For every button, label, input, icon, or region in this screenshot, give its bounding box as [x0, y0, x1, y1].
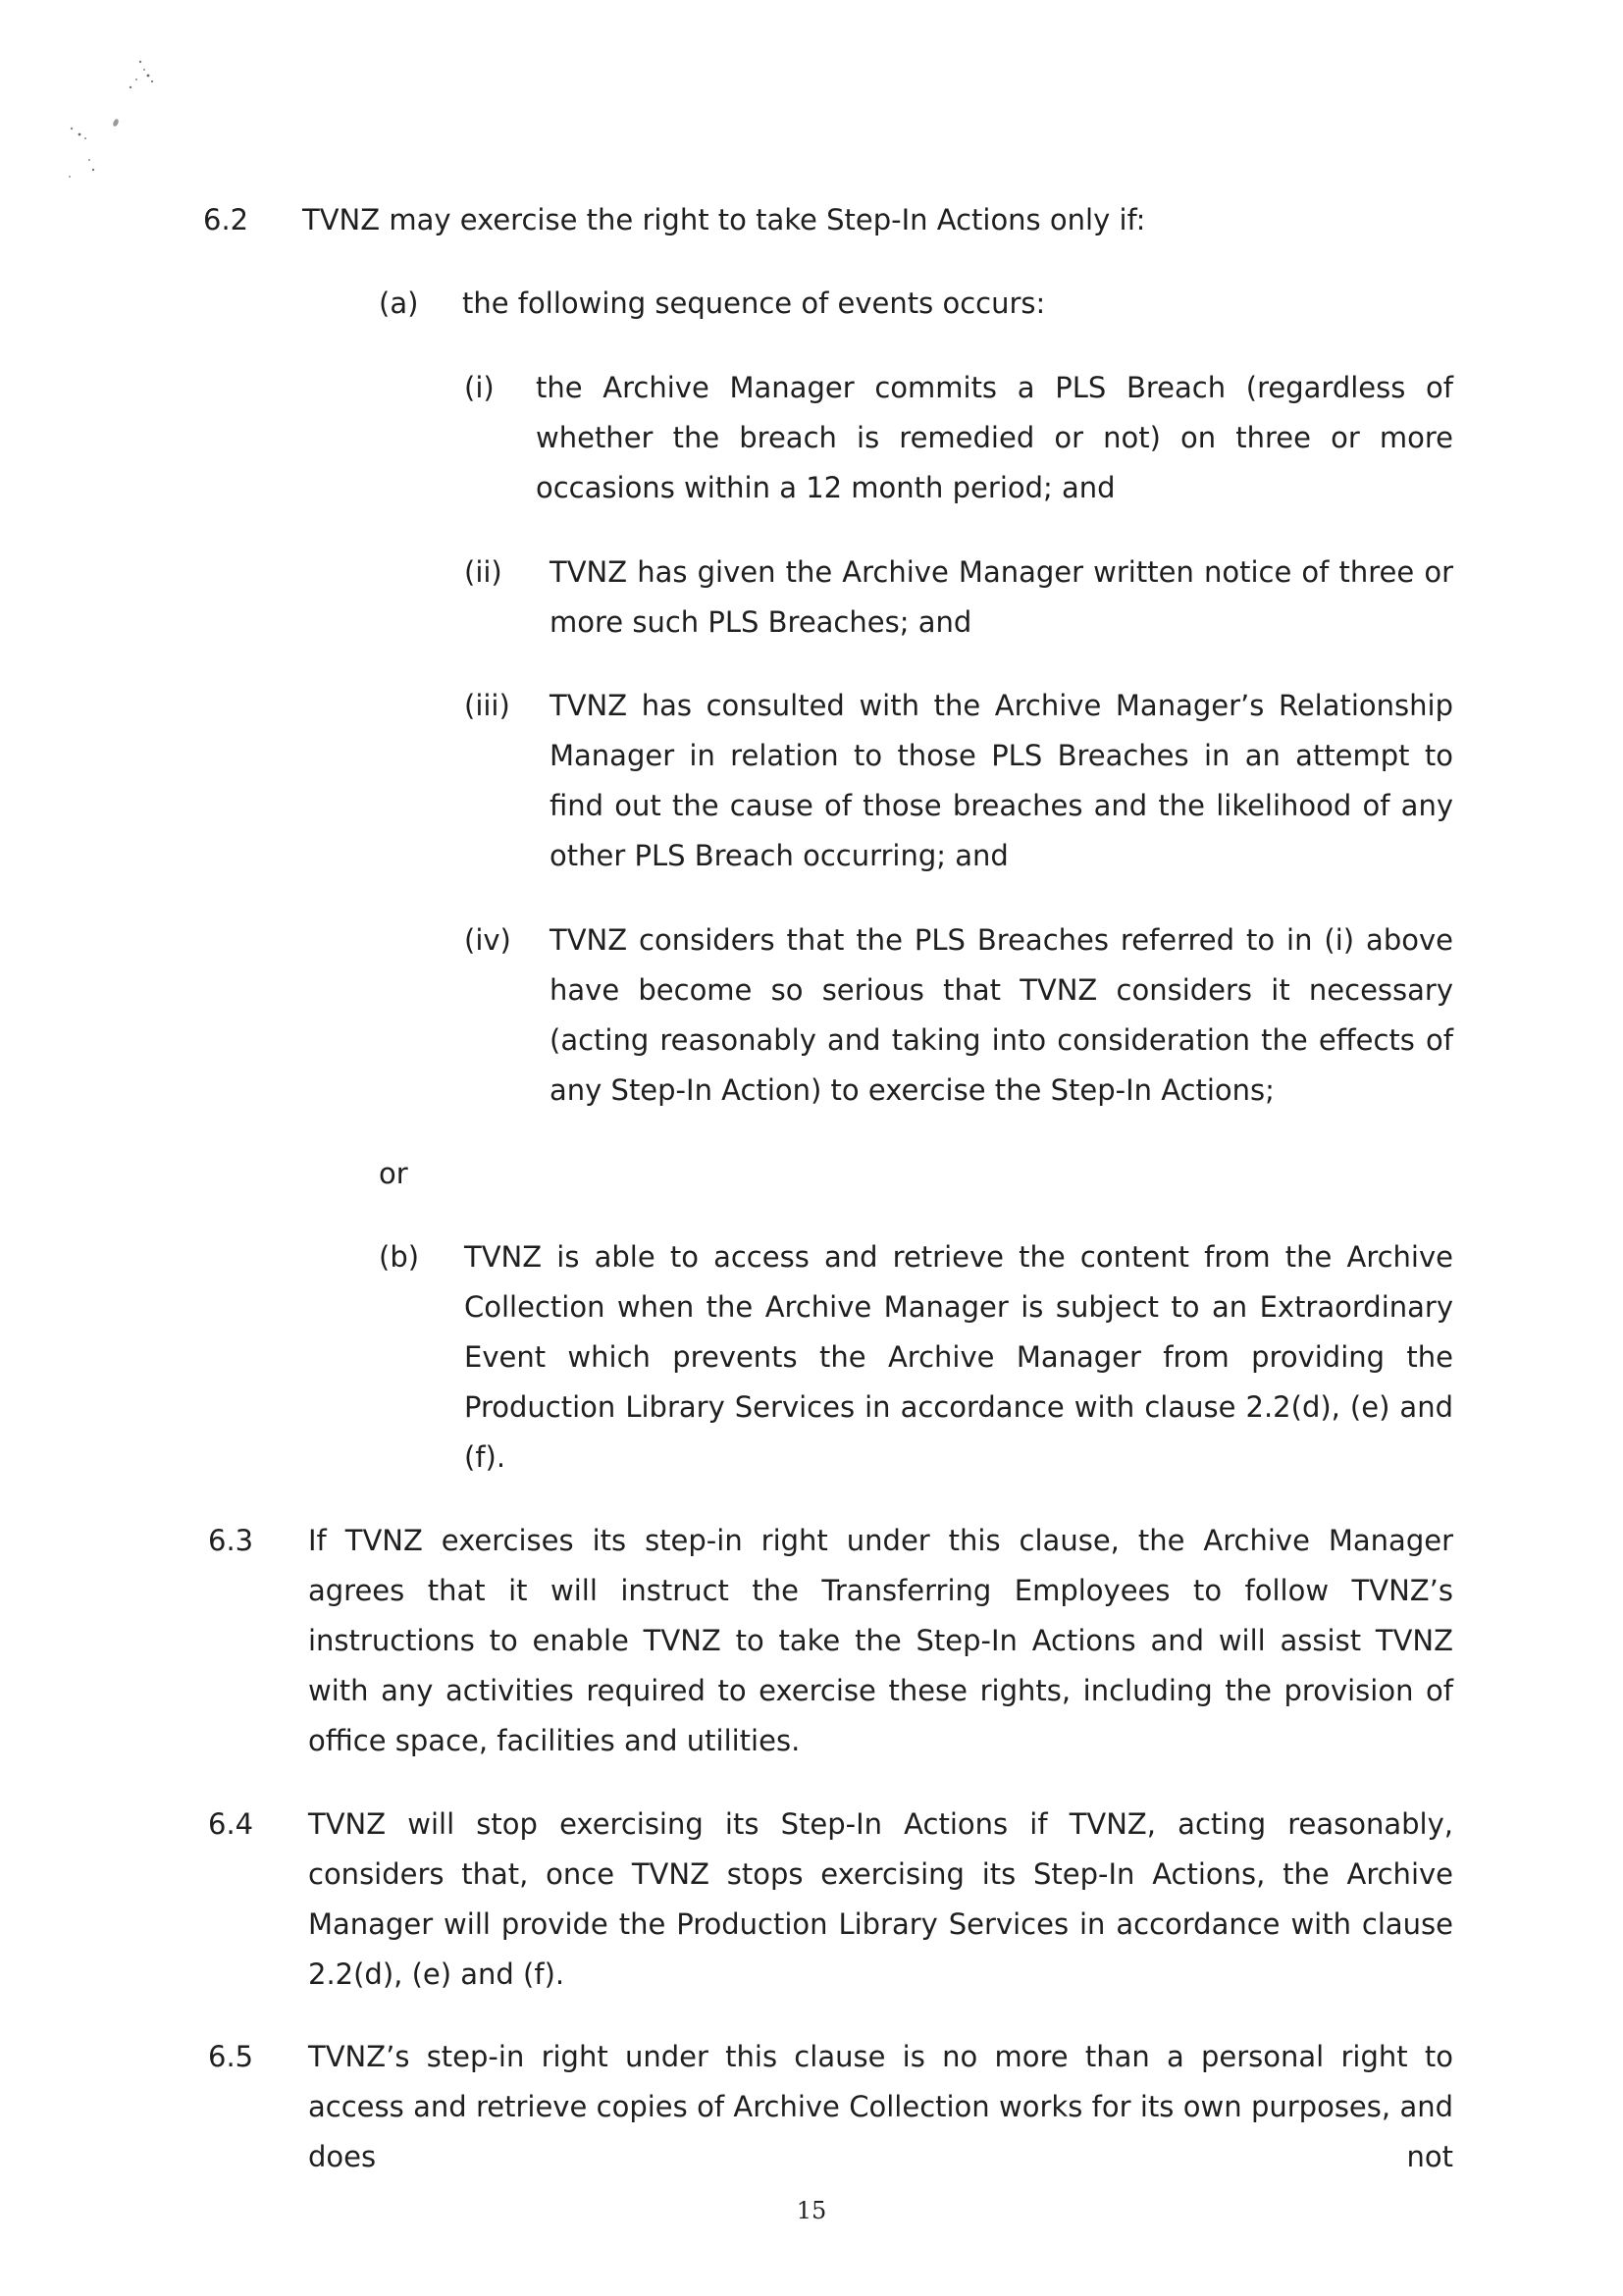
subclause-label-b: (b): [379, 1240, 420, 1274]
item-label-iii: (iii): [464, 689, 510, 722]
subclause-a-text: the following sequence of events occurs:: [462, 287, 1046, 320]
clause-number-6-5: 6.5: [208, 2040, 254, 2073]
item-iii-text: TVNZ has consulted with the Archive Manager’s Relationship Manager in relation to those PLS Breaches in an attempt to find out the cause of those breaches and the likelihood of any other PLS Breach occurring; and: [550, 689, 1453, 872]
subclause-label-a: (a): [379, 287, 419, 320]
clause-number-6-3: 6.3: [208, 1524, 254, 1557]
clause-6-2-lead: TVNZ may exercise the right to take Step-In Actions only if:: [302, 203, 1146, 236]
clause-6-3-text: If TVNZ exercises its step-in right under this clause, the Archive Manager agrees that it will instruct the Transferring Employees to follow TVNZ’s instructions to enable TVNZ to take the Step-In Actions and will assist TVNZ with any activities required to exercise these rights, including the provision of office space, facilities and utilities.: [308, 1524, 1453, 1757]
clause-number-6-4: 6.4: [208, 1807, 254, 1841]
item-label-ii: (ii): [464, 555, 502, 589]
item-label-iv: (iv): [464, 923, 511, 957]
item-ii-text: TVNZ has given the Archive Manager written notice of three or more such PLS Breaches; and: [550, 555, 1453, 639]
page-number: 15: [796, 2197, 827, 2224]
item-label-i: (i): [464, 371, 495, 404]
clause-6-4-text: TVNZ will stop exercising its Step-In Actions if TVNZ, acting reasonably, considers that, once TVNZ stops exercising its Step-In Actions, the Archive Manager will provide the Production Library Services in accordance with clause 2.2(d), (e) and (f).: [308, 1807, 1453, 1991]
scan-specks-decoration: [54, 54, 172, 182]
item-i-text: the Archive Manager commits a PLS Breach (regardless of whether the breach is remedied or not) on three or more occasions within a 12 month period; and: [536, 371, 1453, 504]
clause-number-6-2: 6.2: [203, 203, 249, 236]
clause-6-5-text: TVNZ’s step-in right under this clause is no more than a personal right to access and retrieve copies of Archive Collection works for its own purposes, and does not: [308, 2040, 1453, 2173]
subclause-b-text: TVNZ is able to access and retrieve the content from the Archive Collection when the Archive Manager is subject to an Extraordinary Event which prevents the Archive Manager from providing the Production Library Services in accordance with clause 2.2(d), (e) and (f).: [464, 1240, 1453, 1474]
or-connector: or: [379, 1157, 408, 1190]
item-iv-text: TVNZ considers that the PLS Breaches referred to in (i) above have become so serious that TVNZ considers it necessary (acting reasonably and taking into consideration the effects of any Step-In Action) to exercise the Step-In Actions;: [550, 923, 1453, 1107]
